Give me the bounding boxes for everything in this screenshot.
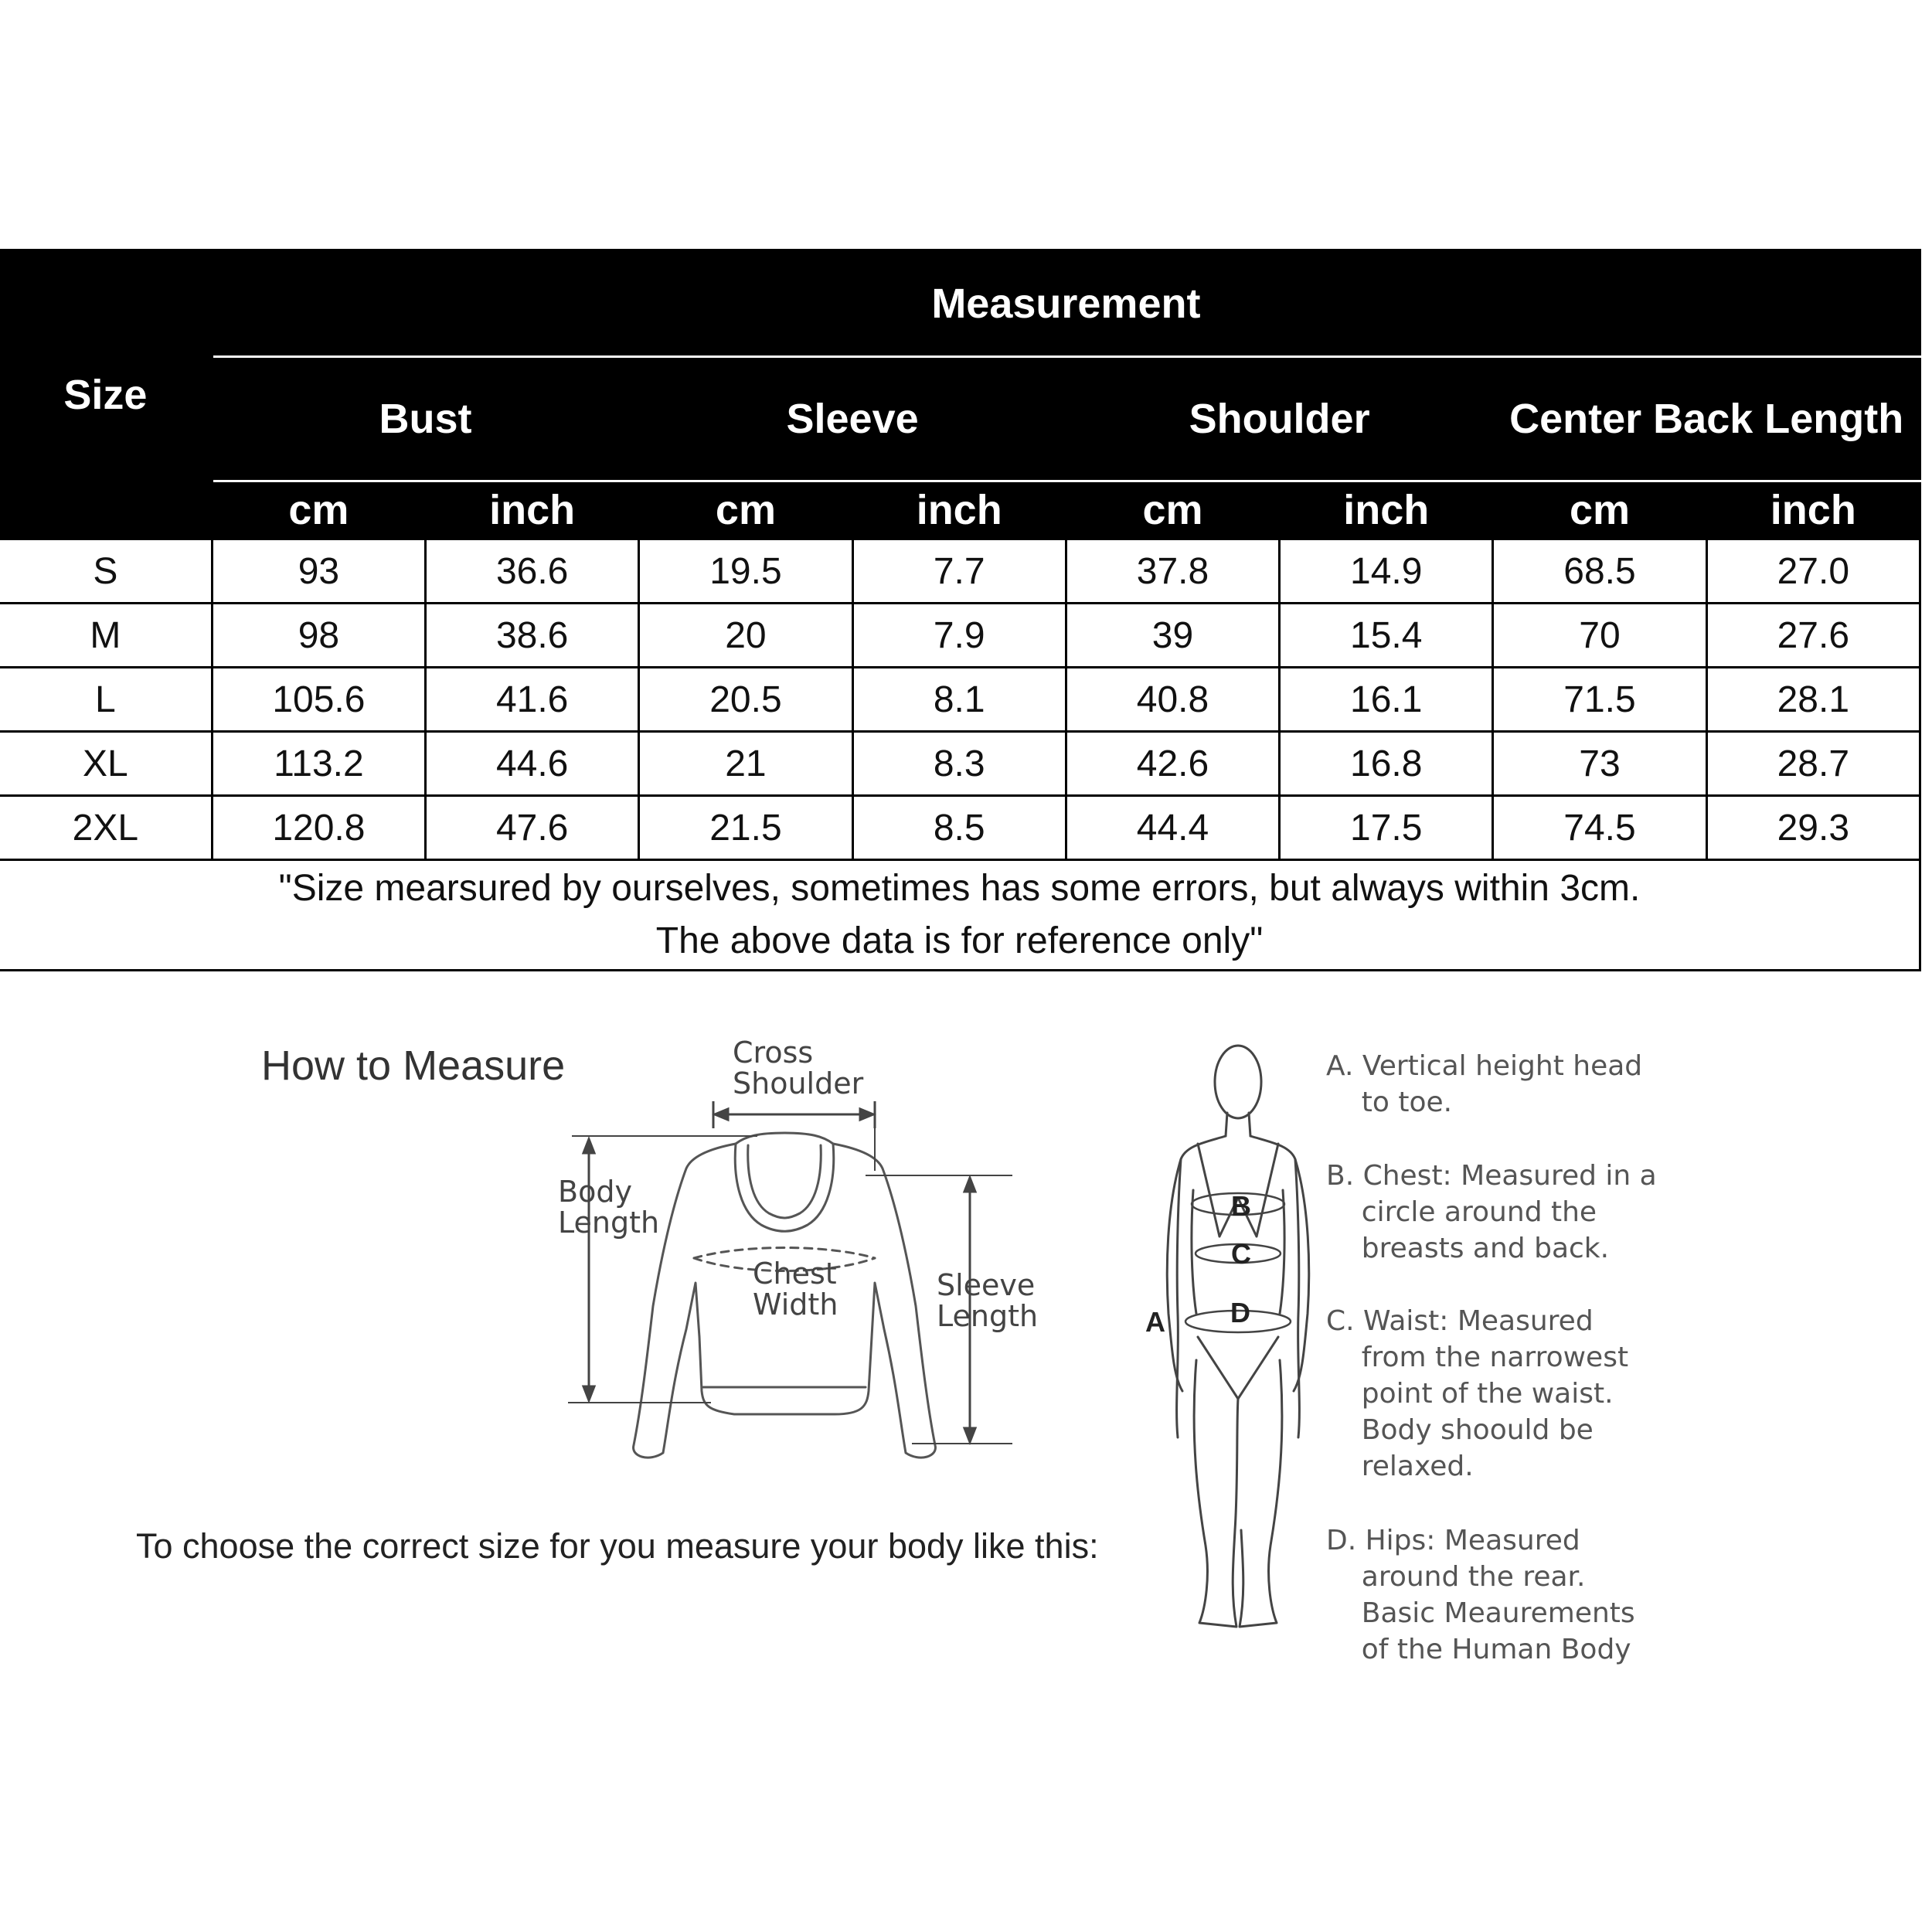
- size-cell: S: [0, 539, 212, 604]
- value-cell: 8.5: [852, 796, 1066, 860]
- note-line: "Size mearsured by ourselves, sometimes has some errors, but always within 3cm.: [278, 868, 1641, 909]
- figure-letter-c: C: [1231, 1238, 1251, 1270]
- value-cell: 19.5: [639, 539, 852, 604]
- value-cell: 21: [639, 732, 852, 796]
- table-row: [0, 796, 1920, 860]
- value-cell: 37.8: [1066, 539, 1279, 604]
- value-cell: 16.1: [1280, 668, 1493, 732]
- table-row: [0, 732, 1920, 796]
- value-cell: 17.5: [1280, 796, 1493, 860]
- figure-letter-d: D: [1230, 1297, 1250, 1328]
- value-cell: 93: [212, 539, 425, 604]
- value-cell: 105.6: [212, 668, 425, 732]
- value-cell: 73: [1493, 732, 1706, 796]
- sleeve-header: Sleeve: [639, 357, 1066, 481]
- size-chart-table: [0, 249, 1921, 971]
- size-cell: XL: [0, 732, 212, 796]
- value-cell: 44.6: [426, 732, 639, 796]
- size-cell: 2XL: [0, 796, 212, 860]
- value-cell: 15.4: [1280, 604, 1493, 668]
- value-cell: 98: [212, 604, 425, 668]
- note-line: The above data is for reference only": [655, 920, 1264, 961]
- figure-letter-b: B: [1231, 1190, 1251, 1222]
- value-cell: 44.4: [1066, 796, 1279, 860]
- value-cell: 21.5: [639, 796, 852, 860]
- unit-header: inch: [1280, 481, 1493, 539]
- table-row: [0, 604, 1920, 668]
- measurement-header: Measurement: [212, 250, 1920, 357]
- value-cell: 71.5: [1493, 668, 1706, 732]
- unit-header: inch: [1706, 481, 1920, 539]
- unit-header: cm: [1493, 481, 1706, 539]
- value-cell: 27.0: [1706, 539, 1920, 604]
- size-cell: M: [0, 604, 212, 668]
- size-cell: L: [0, 668, 212, 732]
- bust-header: Bust: [212, 357, 639, 481]
- value-cell: 113.2: [212, 732, 425, 796]
- table-row: [0, 668, 1920, 732]
- value-cell: 14.9: [1280, 539, 1493, 604]
- how-to-measure-title: How to Measure: [261, 1043, 566, 1089]
- value-cell: 20: [639, 604, 852, 668]
- table-row: [0, 539, 1920, 604]
- value-cell: 27.6: [1706, 604, 1920, 668]
- value-cell: 38.6: [426, 604, 639, 668]
- chest-width-label: Chest Width: [753, 1257, 838, 1321]
- note-waist: C. Waist: Measured from the narrowest point of the waist. Body shoould be relaxed.: [1326, 1305, 1629, 1482]
- size-column-header: Size: [0, 250, 212, 539]
- value-cell: 8.1: [852, 668, 1066, 732]
- cross-shoulder-label: Cross Shoulder: [733, 1036, 864, 1100]
- unit-header: cm: [1066, 481, 1279, 539]
- value-cell: 29.3: [1706, 796, 1920, 860]
- value-cell: 39: [1066, 604, 1279, 668]
- value-cell: 41.6: [426, 668, 639, 732]
- value-cell: 42.6: [1066, 732, 1279, 796]
- human-body-figure: [1144, 1036, 1329, 1654]
- table-note: [0, 860, 1920, 971]
- unit-header: inch: [852, 481, 1066, 539]
- choose-size-instruction: To choose the correct size for you measure your body like this:: [136, 1526, 1099, 1566]
- value-cell: 70: [1493, 604, 1706, 668]
- body-length-label: Body Length: [558, 1175, 660, 1240]
- value-cell: 28.1: [1706, 668, 1920, 732]
- value-cell: 8.3: [852, 732, 1066, 796]
- value-cell: 36.6: [426, 539, 639, 604]
- value-cell: 74.5: [1493, 796, 1706, 860]
- value-cell: 28.7: [1706, 732, 1920, 796]
- note-vertical-height: A. Vertical height head to toe.: [1326, 1050, 1643, 1118]
- value-cell: 68.5: [1493, 539, 1706, 604]
- unit-header: cm: [639, 481, 852, 539]
- value-cell: 7.7: [852, 539, 1066, 604]
- value-cell: 16.8: [1280, 732, 1493, 796]
- sleeve-length-label: Sleeve Length: [937, 1268, 1039, 1333]
- figure-letter-a: A: [1145, 1306, 1165, 1338]
- note-hips: D. Hips: Measured around the rear. Basic Meaurements of the Human Body: [1326, 1525, 1635, 1665]
- value-cell: 20.5: [639, 668, 852, 732]
- value-cell: 120.8: [212, 796, 425, 860]
- center-back-length-header: Center Back Length: [1493, 357, 1920, 481]
- note-chest: B. Chest: Measured in a circle around the breasts and back.: [1326, 1160, 1657, 1264]
- value-cell: 7.9: [852, 604, 1066, 668]
- unit-header: cm: [212, 481, 425, 539]
- unit-header: inch: [426, 481, 639, 539]
- value-cell: 40.8: [1066, 668, 1279, 732]
- shoulder-header: Shoulder: [1066, 357, 1493, 481]
- value-cell: 47.6: [426, 796, 639, 860]
